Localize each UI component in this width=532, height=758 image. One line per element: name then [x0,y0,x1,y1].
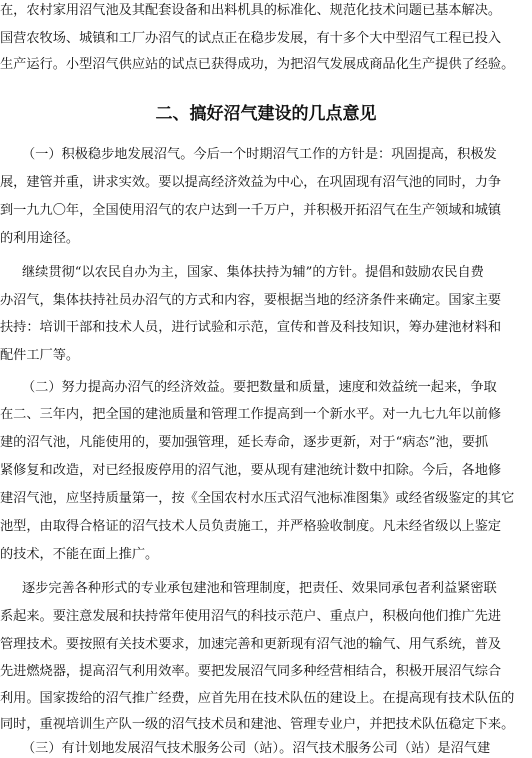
paragraph-line: （二）努力提高办沼气的经济效益。要把数量和质量，速度和效益统一起来，争取 [22,380,497,395]
intro-line-2: 国营农牧场、城镇和工厂办沼气的试点正在稳步发展，有十多个大中型沼气工程已投入 [0,31,502,46]
paragraph-line: 池型，由取得合格证的沼气技术人员负责施工，并严格验收制度。凡未经省级以上鉴定 [0,519,502,534]
paragraph-line: 建沼气池，应坚持质量第一，按《全国农村水压式沼气池标准图集》或经省级鉴定的其它 [0,491,515,506]
paragraph-line: 继续贯彻“以农民自办为主，国家、集体扶持为辅”的方针。提倡和鼓励农民自费 [22,265,484,280]
paragraph-line: 紧修复和改造，对已经报废停用的沼气池，要从现有建池统计数中扣除。今后，各地修 [0,463,502,478]
paragraph-line: 逐步完善各种形式的专业承包建池和管理制度，把责任、效果同承包者利益紧密联 [22,581,497,596]
paragraph-line: 先进燃烧器，提高沼气利用效率。要把发展沼气同多种经营相结合，积极开展沼气综合 [0,664,502,679]
paragraph-line: 的技术，不能在面上推广。 [0,547,159,562]
paragraph-line: 利用。国家拨给的沼气推广经费，应首先用在技术队伍的建设上。在提高现有技术队伍的 [0,691,515,706]
paragraph-line: 在二、三年内，把全国的建池质量和管理工作提高到一个新水平。对一九七九年以前修 [0,407,502,422]
paragraph-line: 建的沼气池，凡能使用的，要加强管理，延长寿命，逐步更新，对于“病态”池，要抓 [0,435,489,450]
intro-line-1: 在，农村家用沼气池及其配套设备和出料机具的标准化、规范化技术问题已基本解决。 [0,3,502,18]
paragraph-line: 扶持：培训干部和技术人员，进行试验和示范，宣传和普及科技知识，筹办建池材料和 [0,320,502,335]
paragraph-line: 管理技术。要按照有关技术要求，加速完善和更新现有沼气池的输气、用气系统，普及 [0,637,502,652]
paragraph-line: 到一九九〇年，全国使用沼气的农户达到一千万户，并积极开拓沼气在生产领域和城镇 [0,203,502,218]
paragraph-line: （三）有计划地发展沼气技术服务公司（站）。沼气技术服务公司（站）是沼气建 [22,741,491,756]
paragraph-line: 办沼气，集体扶持社员办沼气的方式和内容，要根据当地的经济条件来确定。国家主要 [0,293,502,308]
paragraph-line: 同时，重视培训生产队一级的沼气技术员和建池、管理专业户，并把技术队伍稳定下来。 [0,717,515,732]
paragraph-line: 的利用途径。 [0,231,80,246]
paragraph-line: 展，建管并重，讲求实效。要以提高经济效益为中心，在巩固现有沼气池的同时，力争 [0,175,502,190]
paragraph-line: 系起来。要注意发展和扶持常年使用沼气的科技示范户、重点户，积极向他们推广先进 [0,609,502,624]
paragraph-line: （一）积极稳步地发展沼气。今后一个时期沼气工作的方针是：巩固提高，积极发 [22,147,497,162]
intro-line-3: 生产运行。小型沼气供应站的试点已获得成功，为把沼气发展成商品化生产提供了经验。 [0,57,515,72]
section-heading: 二、搞好沼气建设的几点意见 [155,104,377,124]
paragraph-line: 配件工厂等。 [0,348,80,363]
